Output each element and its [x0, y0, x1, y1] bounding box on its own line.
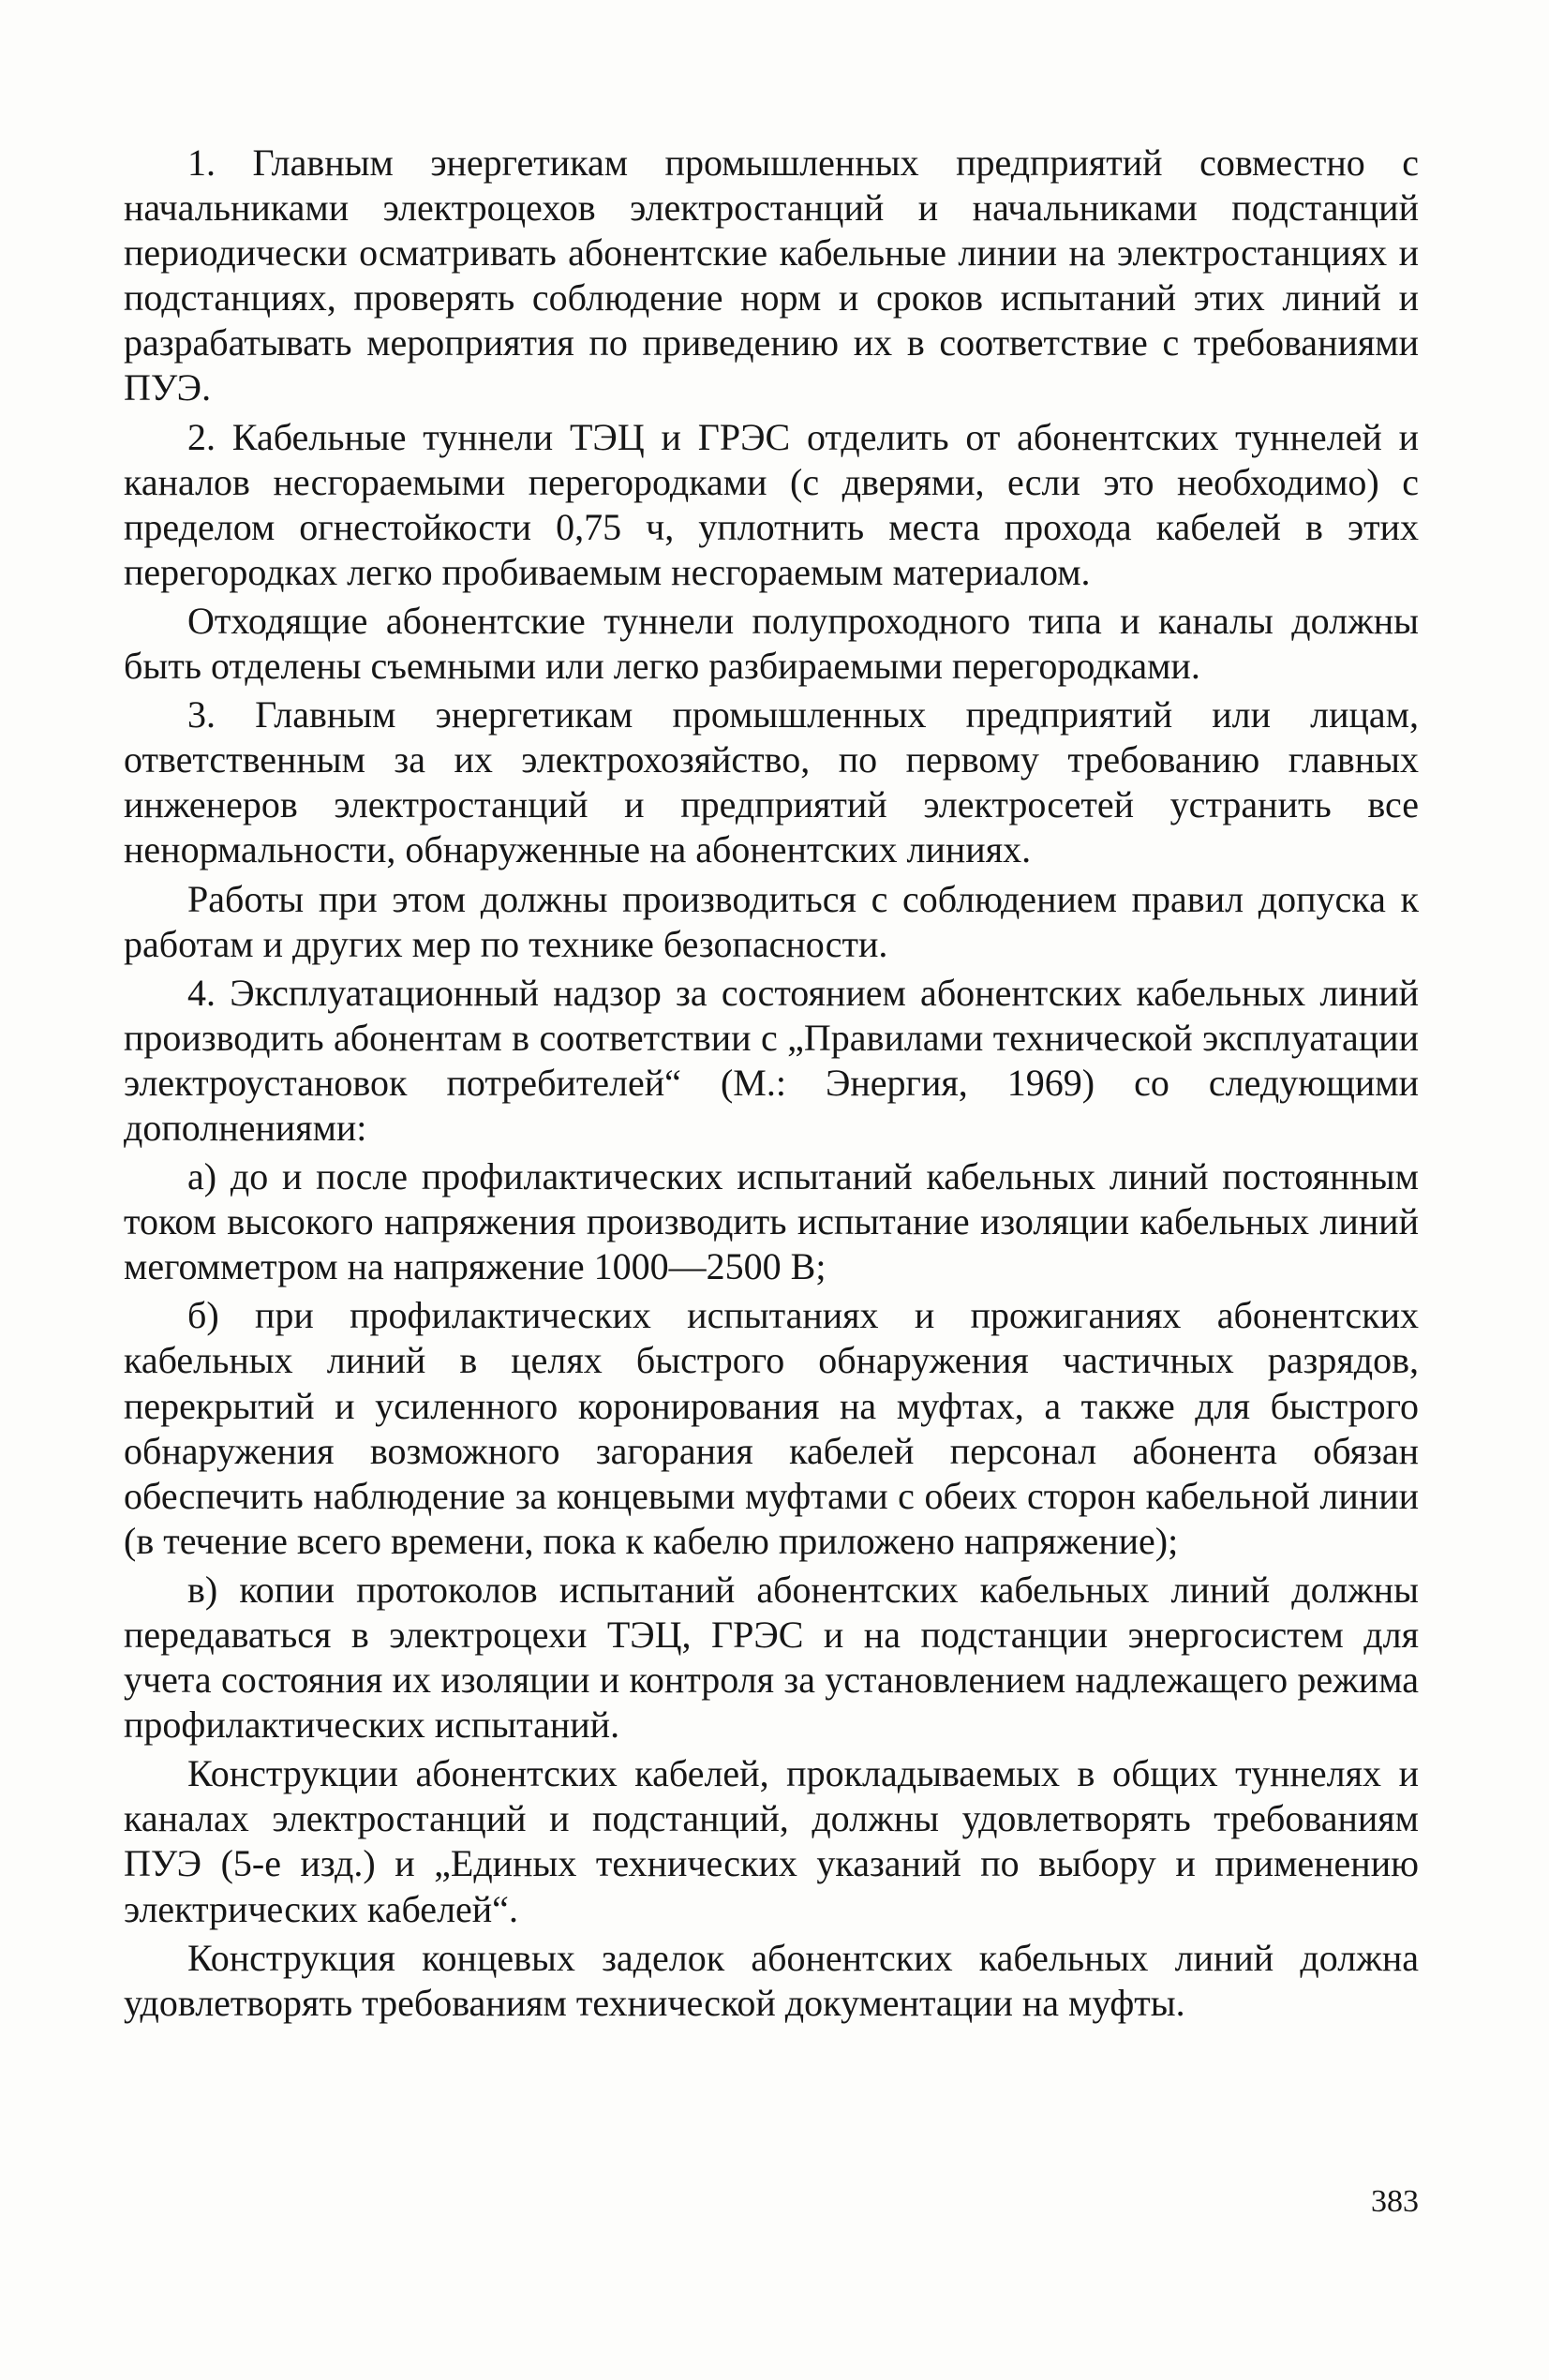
paragraph-5: Работы при этом должны производиться с соблюдением правил допуска к работам и других мер по технике безопасности.	[124, 877, 1419, 965]
paragraph-10: Конструкции абонентских кабелей, прокладываемых в общих туннелях и каналах электростанций и подстанций, должны удовлетворять требованиям ПУЭ (5-е изд.) и „Единых технических указаний по выбору и применению электрических кабелей“.	[124, 1752, 1419, 1930]
paragraph-4: 3. Главным энергетикам промышленных предприятий или лицам, ответственным за их электрохозяйство, по первому требованию главных инженеров электростанций и предприятий электросетей устранить все ненормальности, обнаруженные на абонентских линиях.	[124, 693, 1419, 871]
paragraph-3: Отходящие абонентские туннели полупроходного типа и каналы должны быть отделены съемными или легко разбираемыми перегородками.	[124, 599, 1419, 688]
body-text	[124, 141, 1419, 2030]
paragraph-2: 2. Кабельные туннели ТЭЦ и ГРЭС отделить от абонентских туннелей и каналов несгораемыми перегородками (с дверями, если это необходимо) с пределом огнестойкости 0,75 ч, уплотнить места прохода кабелей в этих перегородках легко пробиваемым несгораемым материалом.	[124, 415, 1419, 593]
paragraph-6: 4. Эксплуатационный надзор за состоянием абонентских кабельных линий производить абонентам в соответствии с „Правилами технической эксплуатации электроустановок потребителей“ (М.: Энергия, 1969) со следующими дополнениями:	[124, 971, 1419, 1149]
paragraph-11: Конструкция концевых заделок абонентских кабельных линий должна удовлетворять требованиям технической документации на муфты.	[124, 1936, 1419, 2024]
paragraph-9: в) копии протоколов испытаний абонентских кабельных линий должны передаваться в электроцехи ТЭЦ, ГРЭС и на подстанции энергосистем для учета состояния их изоляции и контроля за установлением надлежащего режима профилактических испытаний.	[124, 1568, 1419, 1747]
paragraph-1: 1. Главным энергетикам промышленных предприятий совместно с начальниками электроцехов электростанций и начальниками подстанций периодически осматривать абонентские кабельные линии на электростанциях и подстанциях, проверять соблюдение норм и сроков испытаний этих линий и разрабатывать мероприятия по приведению их в соответствие с требованиями ПУЭ.	[124, 141, 1419, 409]
page-number: 383	[1371, 2184, 1419, 2219]
paragraph-7: а) до и после профилактических испытаний кабельных линий постоянным током высокого напряжения производить испытание изоляции кабельных линий мегомметром на напряжение 1000—2500 В;	[124, 1155, 1419, 1288]
paragraph-8: б) при профилактических испытаниях и прожиганиях абонентских кабельных линий в целях быстрого обнаружения частичных разрядов, перекрытий и усиленного коронирования на муфтах, а также для быстрого обнаружения возможного загорания кабелей персонал абонента обязан обеспечить наблюдение за концевыми муфтами с обеих сторон кабельной линии (в течение всего времени, пока к кабелю приложено напряжение);	[124, 1294, 1419, 1562]
